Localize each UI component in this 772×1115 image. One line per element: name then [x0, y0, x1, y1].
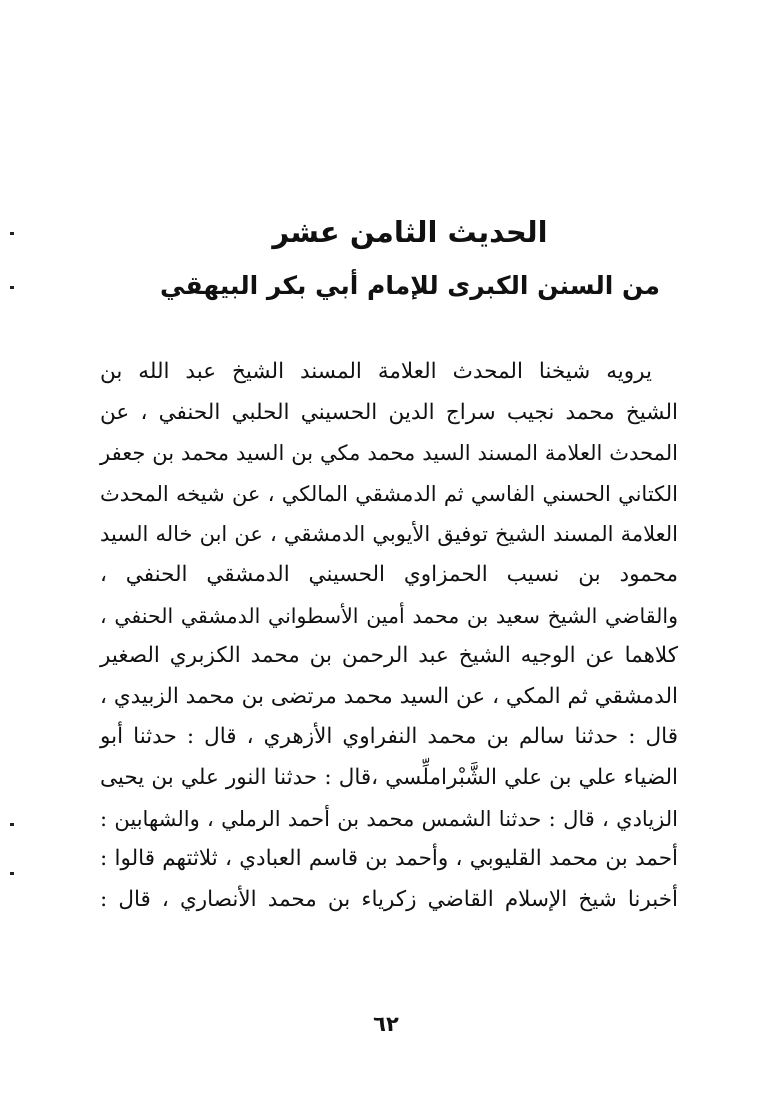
text-line: المحدث العلامة المسند السيد محمد مكي بن السيد محمد بن جعفر [100, 441, 678, 466]
text-line: الدمشقي ثم المكي ، عن السيد محمد مرتضى بن محمد الزبيدي ، [100, 683, 678, 709]
margin-mark [10, 872, 14, 875]
text-line: قال : حدثنا سالم بن محمد النفراوي الأزهري ، قال : حدثنا أبو [100, 724, 678, 750]
text-line: كلاهما عن الوجيه الشيخ عبد الرحمن بن محمد الكزبري الصغير [100, 643, 678, 669]
text-line: أخبرنا شيخ الإسلام القاضي زكرياء بن محمد الأنصاري ، قال : [100, 886, 678, 912]
text-line: الزيادي ، قال : حدثنا الشمس محمد بن أحمد الرملي ، والشهابين : [100, 806, 678, 831]
text-line: يرويه شيخنا المحدث العلامة المسند الشيخ عبد الله بن [100, 359, 652, 384]
chapter-heading [160, 208, 660, 310]
text-line: والقاضي الشيخ سعيد بن محمد أمين الأسطواني الدمشقي الحنفي ، [100, 603, 678, 628]
text-line: الكتاني الحسني الفاسي ثم الدمشقي المالكي ، عن شيخه المحدث [100, 481, 678, 506]
margin-mark [10, 232, 14, 235]
text-line: أحمد بن محمد القليوبي ، وأحمد بن قاسم العبادي ، ثلاثتهم قالوا : [100, 846, 678, 872]
text-line: العلامة المسند الشيخ توفيق الأيوبي الدمشقي ، عن ابن خاله السيد [100, 522, 678, 547]
margin-mark [10, 823, 14, 826]
text-line: الشيخ محمد نجيب سراج الدين الحسيني الحلبي الحنفي ، عن [100, 399, 678, 425]
margin-mark [10, 286, 14, 289]
page-number: ٦٢ [373, 1012, 399, 1036]
text-line: محمود بن نسيب الحمزاوي الحسيني الدمشقي الحنفي ، [100, 561, 678, 587]
chapter-title: الحديث الثامن عشر [272, 215, 548, 249]
text-line: الضياء علي بن علي الشَّبْراملِّسي ،قال : حدثنا النور علي بن يحيى [100, 764, 678, 790]
chapter-subtitle: من السنن الكبرى للإمام أبي بكر البيهقي [160, 271, 660, 300]
hadith-chain-text [100, 352, 678, 920]
